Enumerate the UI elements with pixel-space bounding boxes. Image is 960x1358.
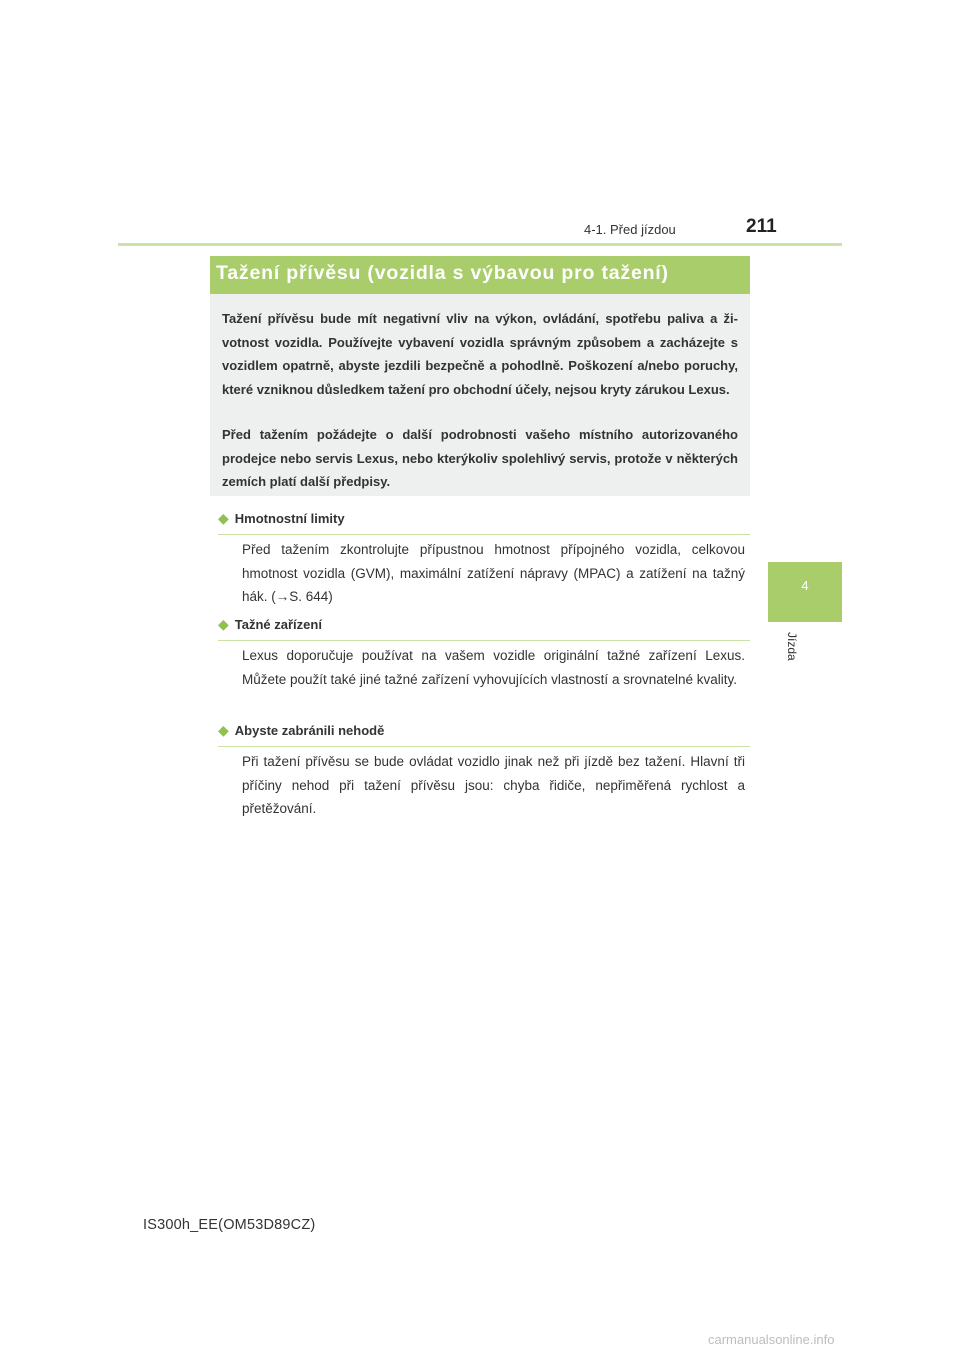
subsection-heading-weight-limits [218,510,750,535]
chapter-side-tab [768,562,842,622]
subsection-heading-accident-prevention [218,722,750,747]
section-title: Tažení přívěsu (vozidla s výbavou pro tažení) [216,262,669,284]
subsection-body-towing-equipment: Lexus doporučuje používat na vašem vozidle originální tažné zařízení Lexus. Můžete použít také jiné tažné zařízení vyhovujících vlastností a srovnatelné kvality. [242,648,745,687]
subsection-heading-text: Tažné zařízení [234,617,322,632]
header-section-title: 4-1. Před jízdou [584,222,676,237]
intro-box [210,294,750,496]
subsection-heading-text: Hmotnostní limity [234,511,345,526]
subsection-body-weight-limits: Před tažením zkontrolujte přípustnou hmotnost přípojného vozidla, celkovou hmotnost vozidla (GVM), maximální zatížení nápravy (MPAC) a zatížení na tažný hák. (→S. 644) [242,542,745,604]
footer-model-code: IS300h_EE(OM53D89CZ) [143,1217,316,1233]
chapter-number: 4 [801,578,809,593]
diamond-bullet-icon: ◆ [218,510,229,526]
subsection-body-accident-prevention: Při tažení přívěsu se bude ovládat vozidlo jinak než při jízdě bez tažení. Hlavní tři příčiny nehod při tažení přívěsu jsou: chyba řidiče, nepřiměřená rychlost a přetěžování. [242,754,745,816]
diamond-bullet-icon: ◆ [218,722,229,738]
diamond-bullet-icon: ◆ [218,616,229,632]
subsection-heading-text: Abyste zabránili nehodě [234,723,385,738]
chapter-side-label: Jízda [785,632,799,661]
header-rule [118,243,842,246]
intro-paragraph-1: Tažení přívěsu bude mít negativní vliv na výkon, ovládání, spotřebu paliva a životnost vozidla. Používejte vybavení vozidla správným způsobem a zacházejte s vozidlem opatrně, abyste jezdili bezpečně a pohodlně. Poškození a/nebo poruchy, které vzniknou důsledkem tažení pro obchodní účely, nejsou kryty zárukou Lexus. [222,311,738,397]
intro-paragraph-2: Před tažením požádejte o další podrobnosti vašeho místního autorizovaného prodejce nebo servis Lexus, nebo kterýkoliv spolehlivý servis, protože v některých zemích platí další předpisy. [222,427,738,489]
section-title-bar [210,256,750,294]
page-number: 211 [746,216,777,237]
watermark: carmanualsonline.info [708,1332,835,1347]
subsection-heading-towing-equipment [218,616,750,641]
